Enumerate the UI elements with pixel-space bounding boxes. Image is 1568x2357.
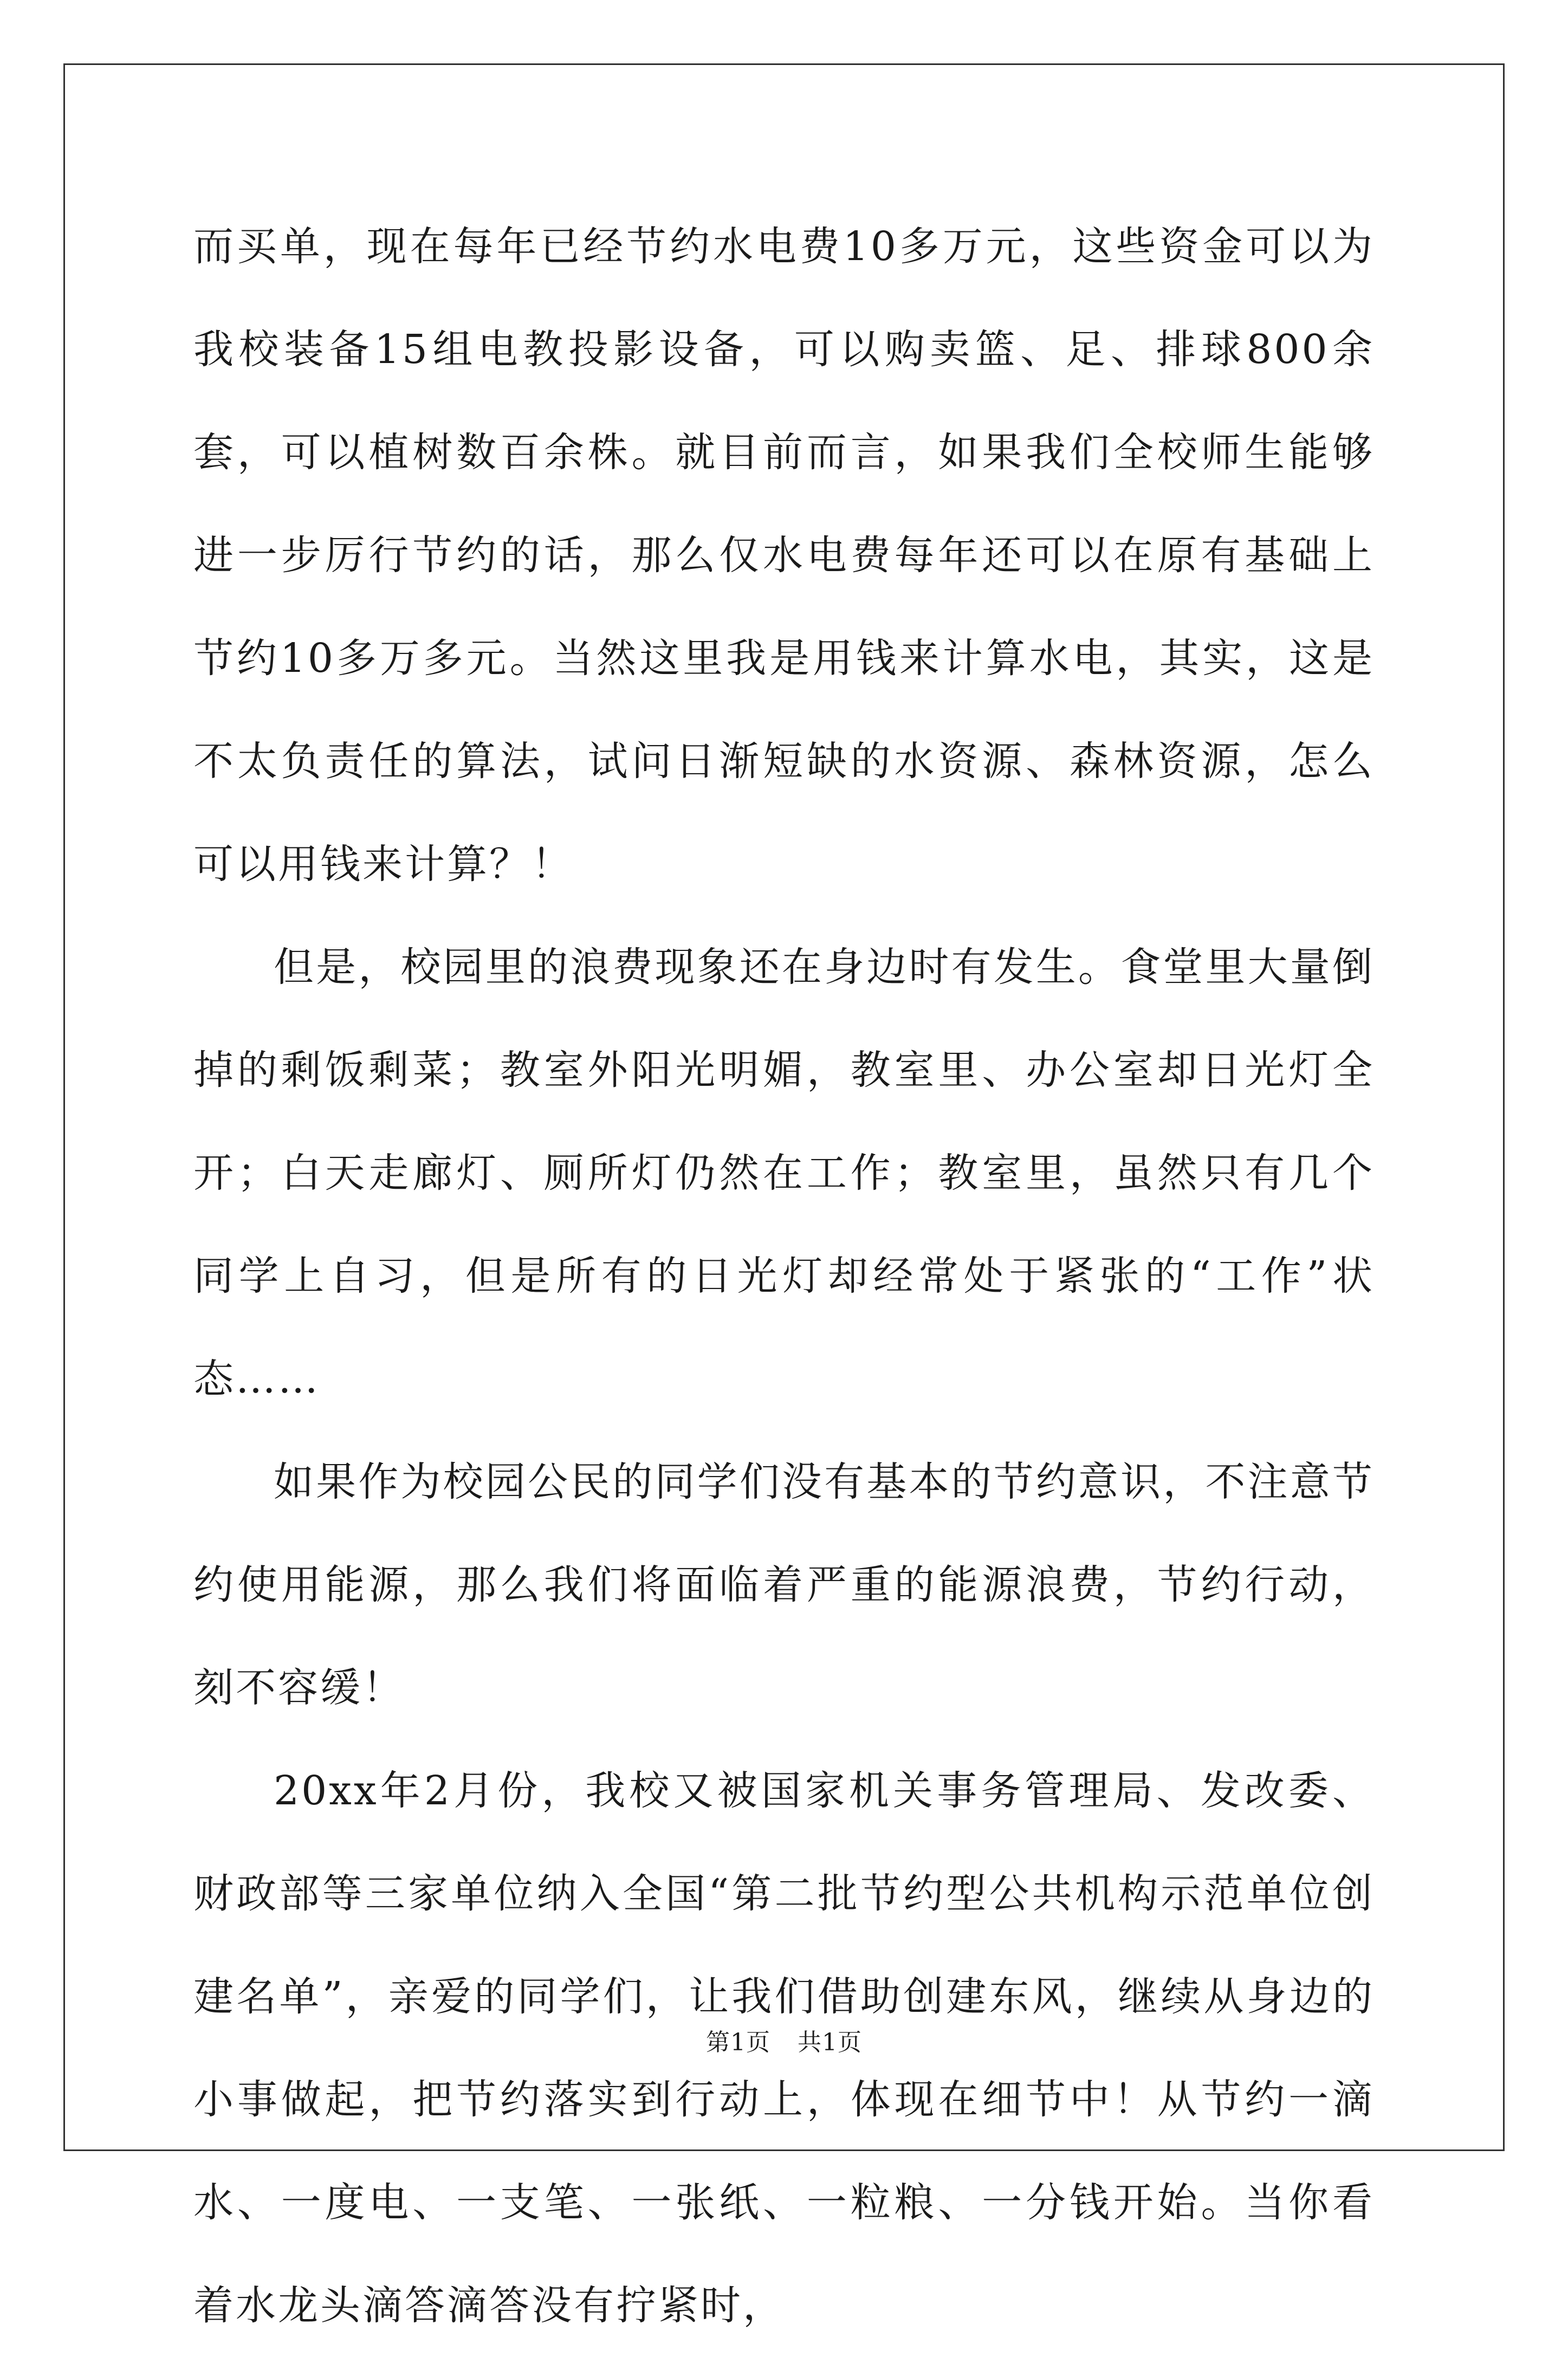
paragraph-1: 而买单，现在每年已经节约水电费10多万元，这些资金可以为我校装备15组电教投影设备，可以购卖篮、足、排球800余套，可以植树数百余株。就目前而言，如果我们全校师生能够进一步厉行节约的话，那么仅水电费每年还可以在原有基础上节约10多万多元。当然这里我是用钱来计算水电，其实，这是不太负责任的算法，试问日渐短缺的水资源、森林资源，怎么可以用钱来计算？！ [193,223,1375,888]
page-footer [0,2026,1568,2059]
paragraph-4: 20xx年2月份，我校又被国家机关事务管理局、发改委、财政部等三家单位纳入全国“第二批节约型公共机构示范单位创建名单”，亲爱的同学们，让我们借助创建东风，继续从身边的小事做起，把节约落实到行动上，体现在细节中！从节约一滴水、一度电、一支笔、一张纸、一粒粮、一分钱开始。当你看着水龙头滴答滴答没有拧紧时， [193,1767,1375,2329]
page-total: 共1页 [798,2029,862,2056]
paragraph-2: 但是，校园里的浪费现象还在身边时有发生。食堂里大量倒掉的剩饭剩菜；教室外阳光明媚，教室里、办公室却日光灯全开；白天走廊灯、厕所灯仍然在工作；教室里，虽然只有几个同学上自习，但是所有的日光灯却经常处于紧张的“工作”状态…… [193,944,1375,1402]
paragraph-3: 如果作为校园公民的同学们没有基本的节约意识，不注意节约使用能源，那么我们将面临着严重的能源浪费，节约行动，刻不容缓！ [193,1459,1375,1711]
page-number: 第1页 [706,2029,770,2056]
